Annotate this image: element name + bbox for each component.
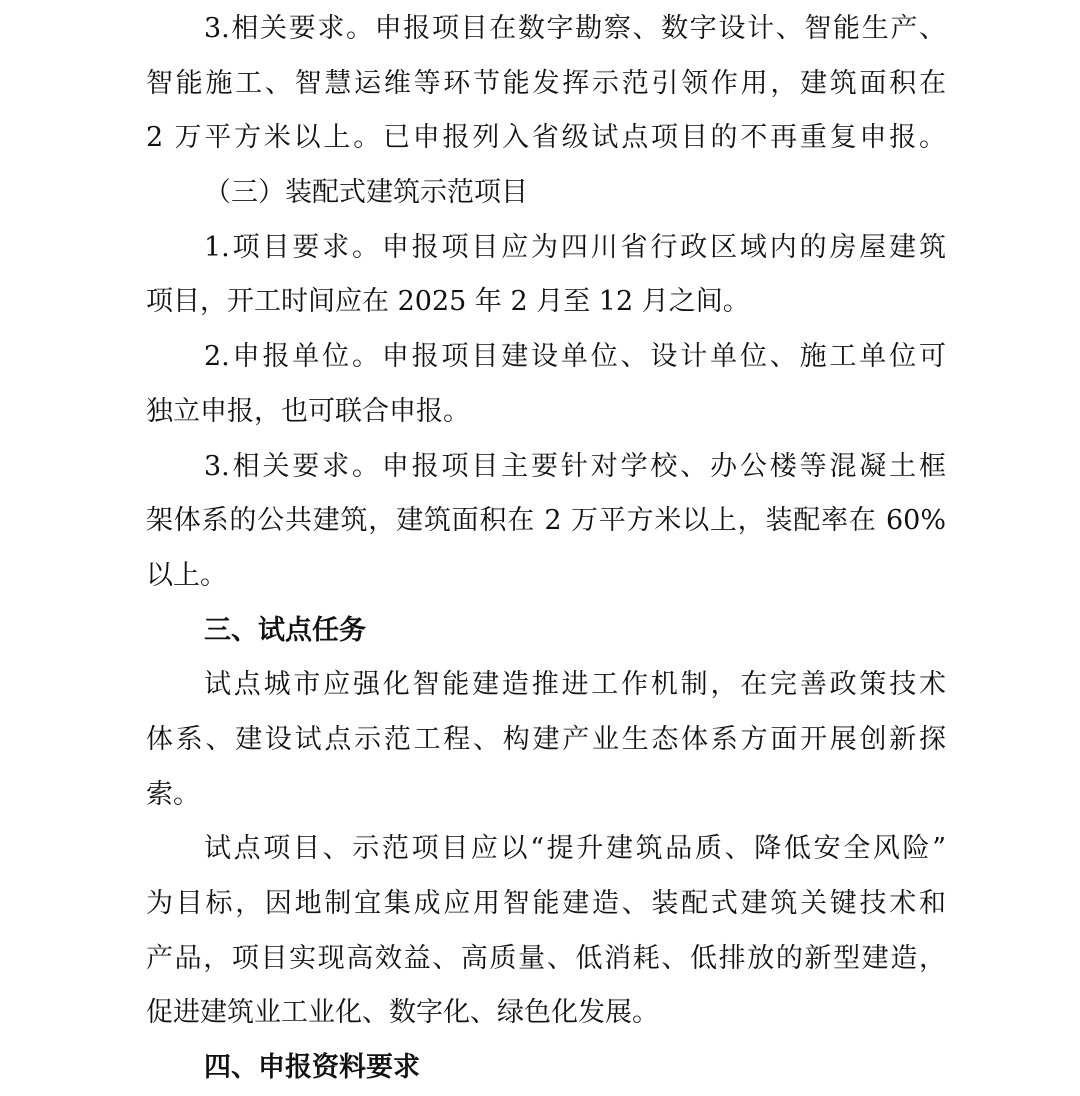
paragraph-line: 3.相关要求。申报项目主要针对学校、办公楼等混凝土框 [204,450,946,482]
paragraph-line: 产品，项目实现高效益、高质量、低消耗、低排放的新型建造， [146,942,946,974]
paragraph-line: 试点项目、示范项目应以“提升建筑品质、降低安全风险” [204,833,946,865]
paragraph-line: 促进建筑业工业化、数字化、绿色化发展。 [146,997,659,1029]
paragraph-line: 2.申报单位。申报项目建设单位、设计单位、施工单位可 [204,341,946,373]
paragraph-line: 试点城市应强化智能建造推进工作机制，在完善政策技术 [204,669,946,701]
paragraph-line: 智能施工、智慧运维等环节能发挥示范引领作用，建筑面积在 [146,67,946,99]
paragraph-line: 3.相关要求。申报项目在数字勘察、数字设计、智能生产、 [204,13,946,44]
section-heading: 三、试点任务 [204,614,366,646]
section-heading: 四、申报资料要求 [204,1052,420,1084]
paragraph-line: 2 万平方米以上。已申报列入省级试点项目的不再重复申报。 [146,122,946,154]
paragraph-line: 独立申报，也可联合申报。 [146,395,470,427]
paragraph-line: 架体系的公共建筑，建筑面积在 2 万平方米以上，装配率在 60% [146,505,946,537]
paragraph-line: 1.项目要求。申报项目应为四川省行政区域内的房屋建筑 [204,231,946,263]
paragraph-line: 以上。 [146,559,227,591]
document-page [146,2,946,1096]
paragraph-line: 体系、建设试点示范工程、构建产业生态体系方面开展创新探 [146,723,946,755]
subsection-heading: （三）装配式建筑示范项目 [204,177,528,209]
paragraph-line: 项目，开工时间应在 2025 年 2 月至 12 月之间。 [146,286,750,318]
paragraph-line: 索。 [146,778,200,810]
paragraph-line: 为目标，因地制宜集成应用智能建造、装配式建筑关键技术和 [146,888,946,919]
